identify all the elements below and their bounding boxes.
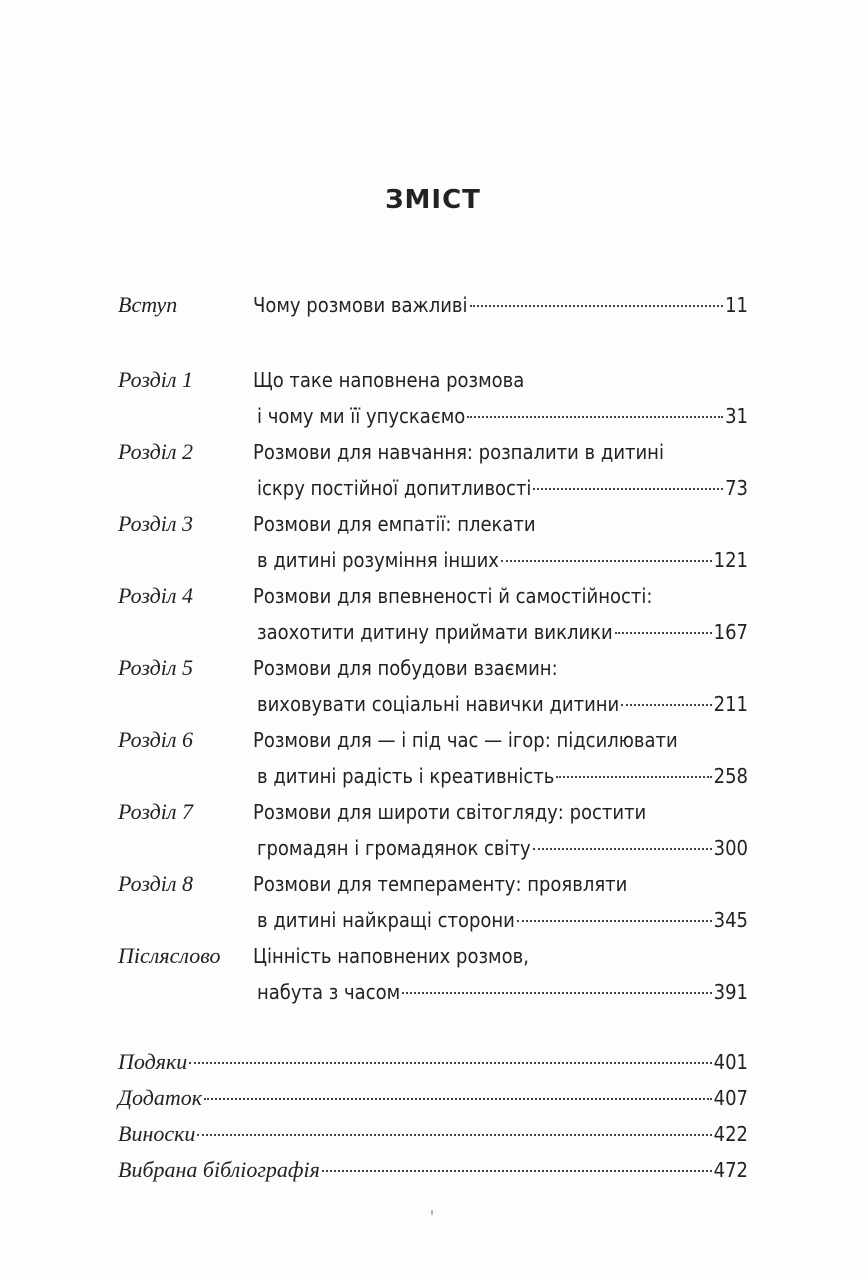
toc-entry[interactable] bbox=[118, 506, 748, 578]
entry-title: в дитині найкращі сторони bbox=[257, 908, 515, 932]
page-number: 258 bbox=[713, 764, 748, 788]
entry-label: Розділ 8 bbox=[118, 871, 193, 896]
page-number: 31 bbox=[725, 404, 748, 428]
toc-entry[interactable] bbox=[118, 938, 748, 1010]
dot-leader bbox=[517, 920, 712, 922]
page-number: 472 bbox=[713, 1158, 748, 1182]
toc-chapters bbox=[118, 362, 748, 1010]
entry-title: в дитині розуміння інших bbox=[257, 548, 499, 572]
toc-entry[interactable] bbox=[118, 866, 748, 938]
page-number: 121 bbox=[713, 548, 748, 572]
entry-label: Розділ 7 bbox=[118, 799, 193, 824]
toc-entry[interactable] bbox=[118, 650, 748, 722]
entry-title: Розмови для побудови взаємин: bbox=[253, 656, 558, 680]
entry-title: заохотити дитину приймати виклики bbox=[257, 620, 613, 644]
entry-label: Розділ 5 bbox=[118, 655, 193, 680]
dot-leader bbox=[189, 1062, 711, 1064]
page-number: 300 bbox=[713, 836, 748, 860]
entry-title: Чому розмови важливі bbox=[253, 293, 468, 317]
entry-title: Розмови для навчання: розпалити в дитині bbox=[253, 440, 664, 464]
dot-leader bbox=[197, 1134, 711, 1136]
dot-leader bbox=[533, 848, 712, 850]
page-mark bbox=[431, 1210, 433, 1215]
entry-title: Що таке наповнена розмова bbox=[253, 368, 525, 392]
toc-back-entry[interactable] bbox=[118, 1152, 748, 1188]
toc-entry[interactable] bbox=[118, 287, 748, 323]
page-title: ЗМІСТ bbox=[385, 185, 481, 215]
toc-entry[interactable] bbox=[118, 722, 748, 794]
dot-leader bbox=[615, 632, 712, 634]
entry-label: Розділ 4 bbox=[118, 583, 193, 608]
entry-title: громадян і громадянок світу bbox=[257, 836, 531, 860]
toc-entry[interactable] bbox=[118, 434, 748, 506]
dot-leader bbox=[533, 488, 723, 490]
entry-title: Розмови для широти світогляду: ростити bbox=[253, 800, 647, 824]
toc-back-entry[interactable] bbox=[118, 1080, 748, 1116]
page-number: 401 bbox=[713, 1050, 748, 1074]
entry-label: Розділ 3 bbox=[118, 511, 193, 536]
entry-title: Виноски bbox=[118, 1121, 196, 1146]
page-number: 167 bbox=[713, 620, 748, 644]
page-number: 73 bbox=[725, 476, 748, 500]
dot-leader bbox=[204, 1098, 712, 1100]
dot-leader bbox=[470, 305, 724, 307]
toc-entry[interactable] bbox=[118, 362, 748, 434]
dot-leader bbox=[501, 560, 712, 562]
entry-label: Розділ 1 bbox=[118, 367, 193, 392]
entry-title: Розмови для впевненості й самостійності: bbox=[253, 584, 653, 608]
page-number: 391 bbox=[713, 980, 748, 1004]
entry-label: Післяслово bbox=[118, 943, 221, 968]
dot-leader bbox=[467, 416, 723, 418]
entry-title: Розмови для темпераменту: проявляти bbox=[253, 872, 628, 896]
dot-leader bbox=[402, 992, 711, 994]
entry-title: Розмови для — і під час — ігор: підсилювати bbox=[253, 728, 678, 752]
toc-back-matter bbox=[118, 1044, 748, 1188]
toc-entry[interactable] bbox=[118, 794, 748, 866]
page-number: 422 bbox=[713, 1122, 748, 1146]
entry-title: Вибрана бібліографія bbox=[118, 1157, 320, 1182]
entry-title: і чому ми її упускаємо bbox=[257, 404, 466, 428]
entry-title: в дитині радість і креативність bbox=[257, 764, 555, 788]
page-number: 211 bbox=[713, 692, 748, 716]
page-number: 345 bbox=[713, 908, 748, 932]
toc-entry[interactable] bbox=[118, 578, 748, 650]
dot-leader bbox=[322, 1170, 712, 1172]
dot-leader bbox=[621, 704, 711, 706]
entry-title: виховувати соціальні навички дитини bbox=[257, 692, 620, 716]
entry-label: Розділ 6 bbox=[118, 727, 193, 752]
entry-title: набута з часом bbox=[257, 980, 401, 1004]
entry-label: Вступ bbox=[118, 292, 178, 317]
page-number: 11 bbox=[725, 293, 748, 317]
entry-title: Розмови для емпатії: плекати bbox=[253, 512, 536, 536]
entry-title: іскру постійної допитливості bbox=[257, 476, 532, 500]
toc-intro bbox=[118, 287, 748, 323]
page-number: 407 bbox=[713, 1086, 748, 1110]
toc-back-entry[interactable] bbox=[118, 1116, 748, 1152]
entry-title: Подяки bbox=[118, 1049, 188, 1074]
toc-back-entry[interactable] bbox=[118, 1044, 748, 1080]
entry-label: Розділ 2 bbox=[118, 439, 193, 464]
entry-title: Цінність наповнених розмов, bbox=[253, 944, 529, 968]
dot-leader bbox=[556, 776, 711, 778]
entry-title: Додаток bbox=[118, 1085, 203, 1110]
